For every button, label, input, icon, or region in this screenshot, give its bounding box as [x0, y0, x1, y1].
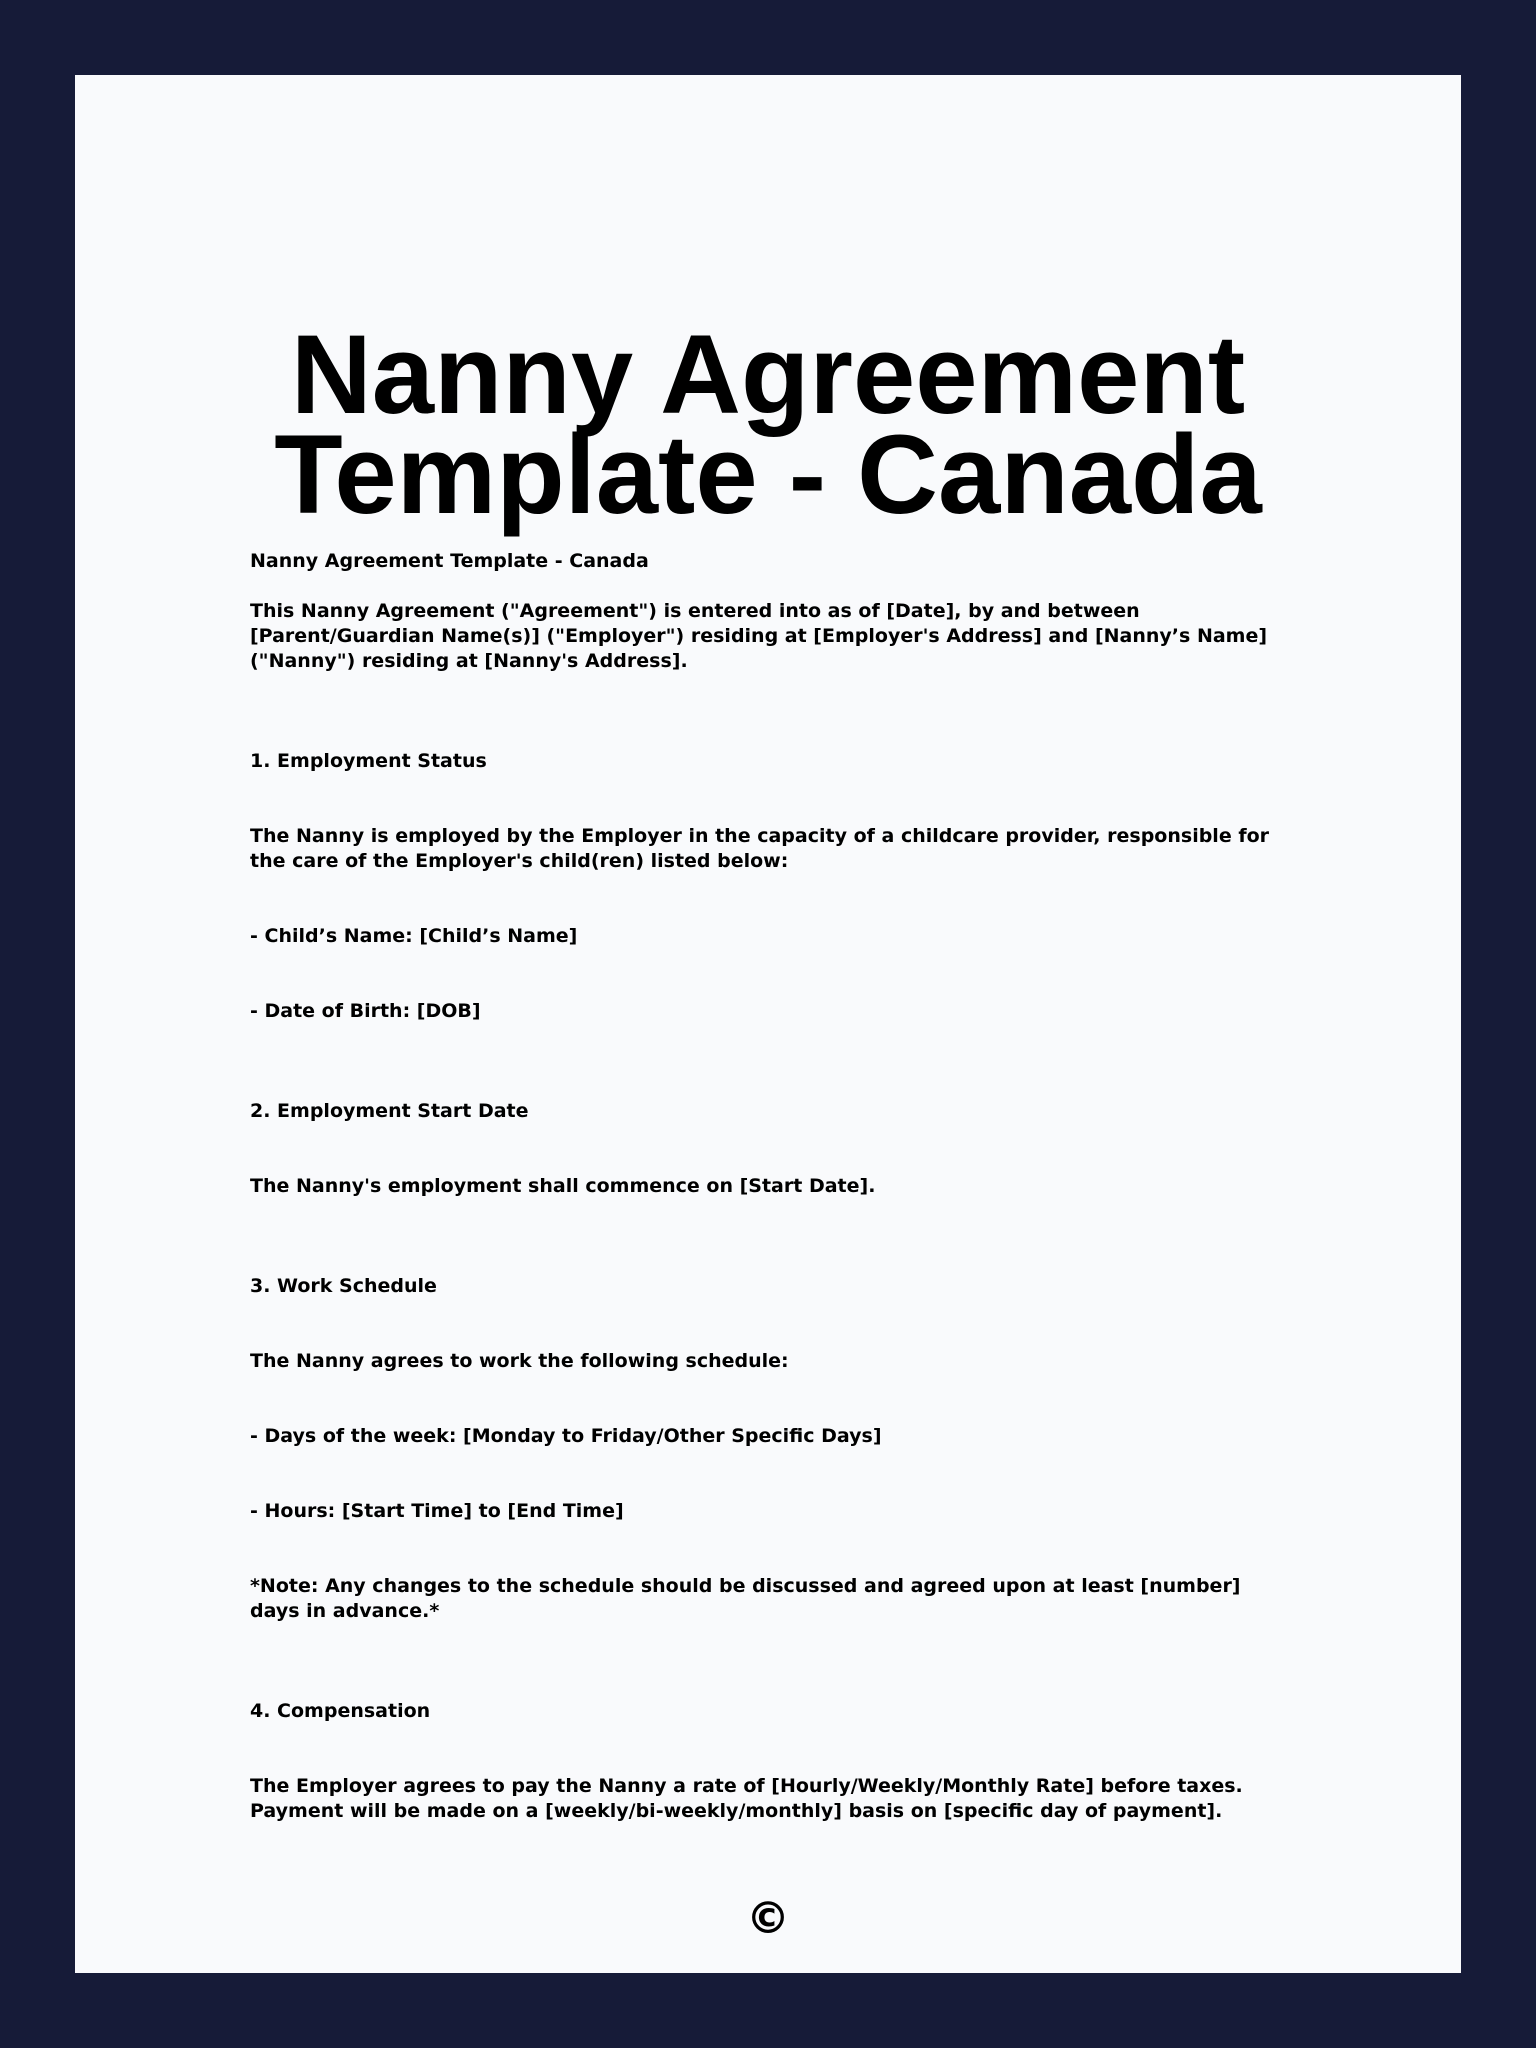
intro-paragraph: This Nanny Agreement ("Agreement") is entered into as of [Date], by and between [Parent/Guardian Name(s)] ("Employer") residing at [Employer's Address] and [Nanny’s Name] ("Nanny") residing at [Nanny's Address]. — [250, 600, 1268, 672]
document-page — [75, 75, 1461, 1973]
section-heading-compensation: 4. Compensation — [250, 1700, 431, 1722]
section-heading-start-date: 2. Employment Start Date — [250, 1100, 529, 1122]
copyright-icon: © — [746, 1893, 790, 1944]
employment-status-paragraph: The Nanny is employed by the Employer in the capacity of a childcare provider, responsible for the care of the Employer's child(ren) listed below: — [250, 825, 1270, 872]
list-item-date-of-birth: - Date of Birth: [DOB] — [250, 1000, 481, 1022]
list-item-hours: - Hours: [Start Time] to [End Time] — [250, 1500, 624, 1522]
section-heading-work-schedule: 3. Work Schedule — [250, 1275, 437, 1297]
schedule-note: *Note: Any changes to the schedule should be discussed and agreed upon at least [number] days in advance.* — [250, 1575, 1241, 1622]
document-body — [250, 549, 1280, 1824]
work-schedule-paragraph: The Nanny agrees to work the following schedule: — [250, 1350, 789, 1372]
section-heading-employment-status: 1. Employment Status — [250, 750, 487, 772]
list-item-days-of-week: - Days of the week: [Monday to Friday/Other Specific Days] — [250, 1425, 882, 1447]
document-title: Nanny Agreement Template - Canada — [274, 312, 1262, 537]
start-date-paragraph: The Nanny's employment shall commence on [Start Date]. — [250, 1175, 876, 1197]
compensation-paragraph: The Employer agrees to pay the Nanny a rate of [Hourly/Weekly/Monthly Rate] before taxes. Payment will be made on a [weekly/bi-weekly/monthly] basis on [specific day of payment]. — [250, 1775, 1243, 1822]
list-item-child-name: - Child’s Name: [Child’s Name] — [250, 925, 578, 947]
body-heading: Nanny Agreement Template - Canada — [250, 550, 649, 572]
